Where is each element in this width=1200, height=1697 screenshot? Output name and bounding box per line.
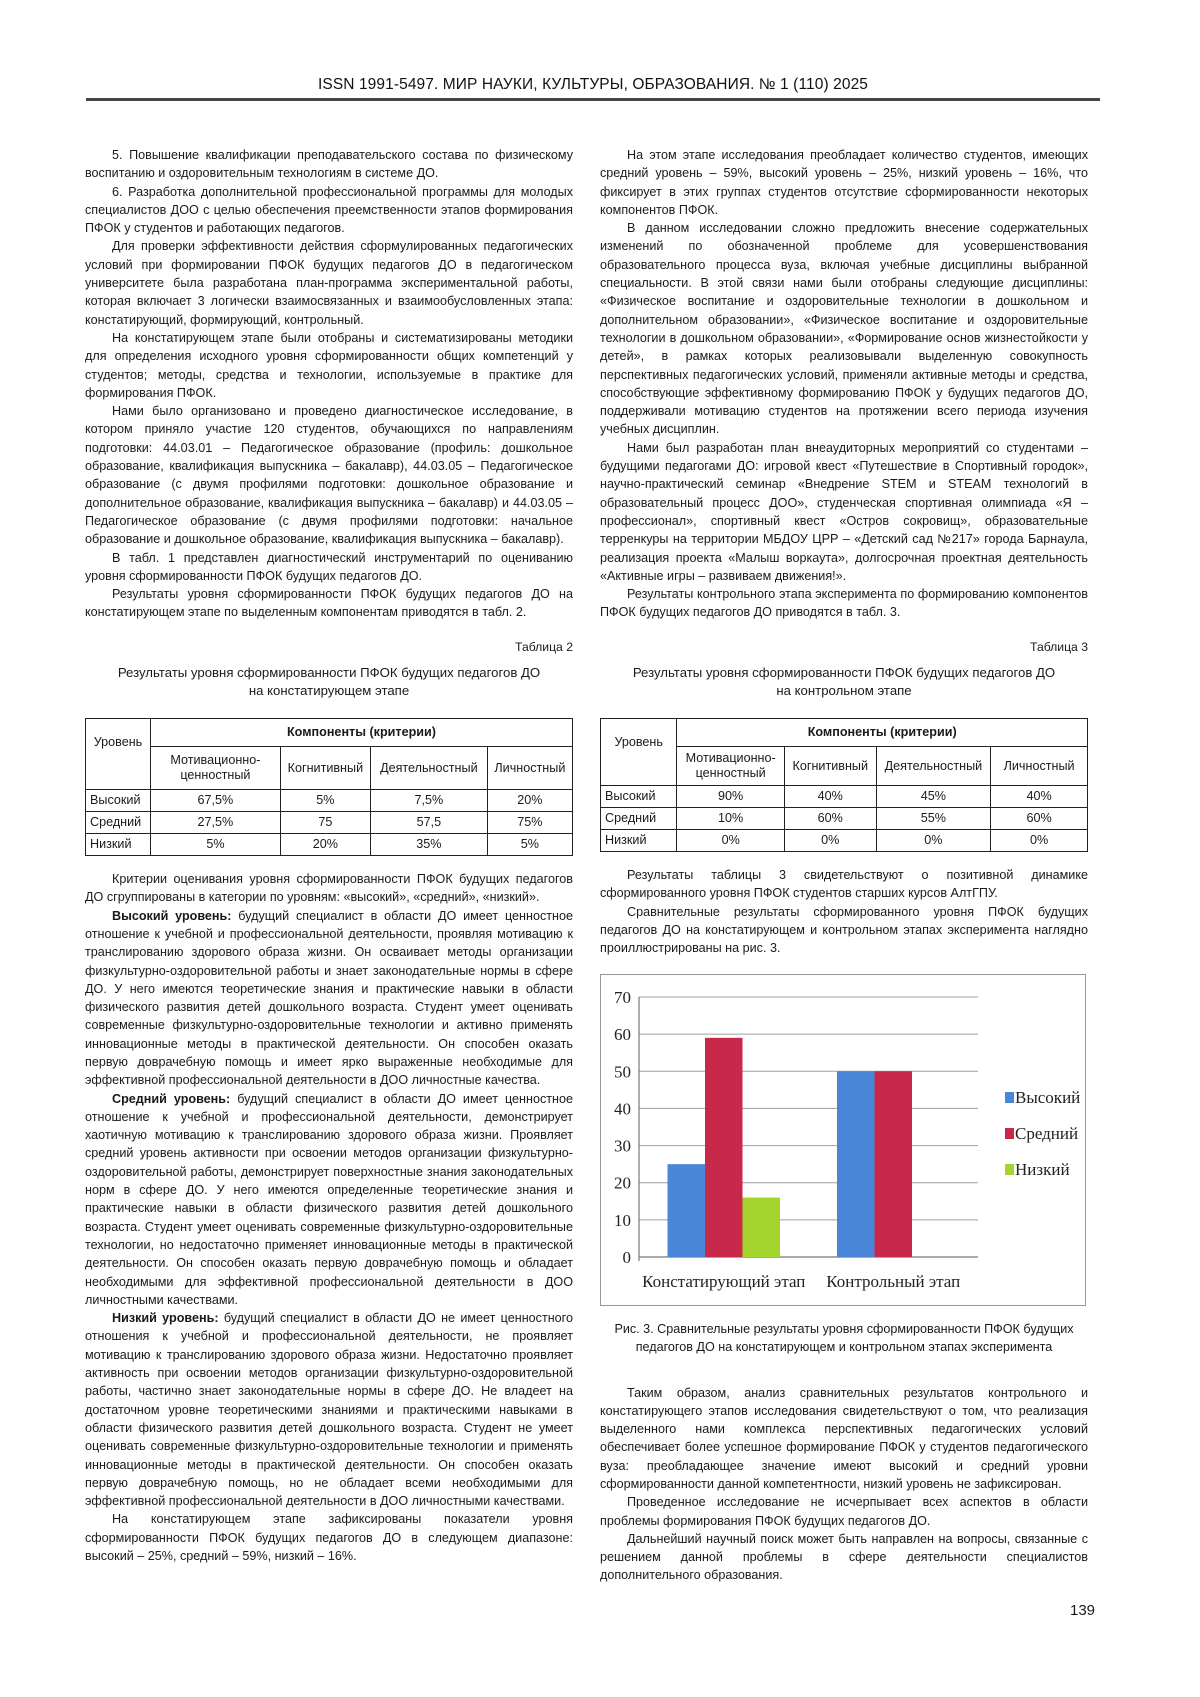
table-row <box>601 830 1088 852</box>
cell: 0% <box>876 830 991 852</box>
paragraph <box>85 1090 573 1310</box>
cell: 35% <box>370 834 487 856</box>
y-tick-label: 0 <box>622 1247 631 1267</box>
cell: 90% <box>677 786 785 808</box>
paragraph <box>85 1309 573 1510</box>
page-number: 139 <box>1070 1602 1096 1619</box>
caption-line1: Рис. 3. Сравнительные результаты уровня сформированности ПФОК будущих <box>614 1321 1074 1336</box>
cell: 55% <box>876 808 991 830</box>
cell: 40% <box>991 786 1088 808</box>
level-term: Высокий уровень: <box>112 908 232 923</box>
y-tick-label: 70 <box>614 987 631 1007</box>
cell: 0% <box>784 830 876 852</box>
paragraph: В данном исследовании сложно предложить внесение содержательных изменений по обозначенной проблеме для усовершенствования образовательного процесса вуза, включая учебные дисциплины выбранной специальности. В этой связи нами были отобраны следующие дисциплины: «Физическое воспитание и оздоровительные технологии в дошкольном и дополнительном образовании», «Физическое воспитание и оздоровительные технологии в дошкольном образовании», «Формирование основ жизнестойкости у детей», в рамках которых реализовывали выделенную совокупность перспективных педагогических условий, применяли активные методы и средства, способствующие эффективному формированию ПФОК у будущих педагогов ДО, поддерживали мотивацию студентов на протяжении всего периода изучения учебных дисциплин. <box>600 221 1088 437</box>
y-tick-label: 10 <box>614 1210 631 1230</box>
paragraph <box>85 907 573 1090</box>
cell: 60% <box>784 808 876 830</box>
paragraph: Дальнейший научный поиск может быть направлен на вопросы, связанные с решением данной проблемы в сфере деятельности специалистов дополнительного образования. <box>600 1531 1088 1583</box>
components-group-header: Компоненты (критерии) <box>677 719 1088 747</box>
cell: 27,5% <box>150 812 280 834</box>
table-row <box>86 812 573 834</box>
table-row <box>86 834 573 856</box>
level-header: Уровень <box>86 719 151 790</box>
cell: 75 <box>280 812 370 834</box>
table-2-title <box>85 664 573 700</box>
table-3-title-line1: Результаты уровня сформированности ПФОК будущих педагогов ДО <box>632 665 1056 681</box>
paragraph: Нами был разработан план внеаудиторных мероприятий со студентами – будущими педагогами ДО: игровой квест «Путешествие в Спортивный городок», научно-практический семинар «Внедрение STEM и STEAM технологий в образовательный процесс ДОО», студенческая спортивная олимпиада «Я – профессионал», спортивный квест «Остров сокровищ», образовательные терренкуры на территории МБДОУ ЦРР – «Детский сад №217» города Барнаула, реализация проекта «Малыш воркаута», долгосрочная проектная деятельность «Активные игры – развиваем движения!». <box>600 440 1088 583</box>
row-level: Высокий <box>86 790 151 812</box>
table-row <box>601 808 1088 830</box>
table-2-title-line1: Результаты уровня сформированности ПФОК будущих педагогов ДО <box>117 665 541 681</box>
paragraph: На констатирующем этапе были отобраны и систематизированы методики для определения исходного уровня сформированности общих компетенций у студентов; методы, средства и технологии, используемые в практике для формирования ПФОК. <box>85 330 573 400</box>
paragraph: Таким образом, анализ сравнительных результатов контрольного и констатирующего этапов исследования свидетельствуют о том, что реализация выделенного нами комплекса перспективных педагогических условий обеспечивает более успешное формирование ПФОК у студентов педагогического вуза: преобладающее значение имеют высокий и средний уровни сформированности данной компетентности, низкий уровень не зафиксирован. <box>600 1385 1088 1491</box>
figure-3-caption <box>600 1320 1088 1356</box>
table-subheader-row <box>86 747 573 790</box>
y-tick-label: 30 <box>614 1136 631 1156</box>
paragraph: 5. Повышение квалификации преподавательского состава по физическому воспитанию и оздоровительным технологиям в системе ДО. <box>85 148 573 181</box>
column-header: Когнитивный <box>784 747 876 786</box>
caption-line2: педагогов ДО на констатирующем и контрольном этапах эксперимента <box>635 1339 1053 1354</box>
cell: 45% <box>876 786 991 808</box>
x-category-label: Контрольный этап <box>826 1271 961 1291</box>
legend-label: Средний <box>1015 1123 1079 1143</box>
table-3-title-line2: на контрольном этапе <box>776 683 912 699</box>
paragraph: На этом этапе исследования преобладает количество студентов, имеющих средний уровень – 59%, высокий уровень – 25%, низкий уровень – 16%, что фиксирует в этих группах студентов отсутствие сформированности некоторых компонентов ПФОК. <box>600 148 1088 217</box>
cell: 0% <box>677 830 785 852</box>
paragraph: Сравнительные результаты сформированного уровня ПФОК будущих педагогов ДО на констатирующем и контрольном этапах эксперимента наглядно проиллюстрированы на рис. 3. <box>600 904 1088 956</box>
cell: 10% <box>677 808 785 830</box>
paragraph: 6. Разработка дополнительной профессиональной программы для молодых специалистов ДОО с целью обеспечения преемственности этапов формирования ПФОК у студентов и работающих педагогов. <box>85 184 573 236</box>
column-header: Деятельностный <box>876 747 991 786</box>
cell: 5% <box>150 834 280 856</box>
cell: 5% <box>487 834 572 856</box>
figure-3-chart <box>600 974 1086 1306</box>
cell: 75% <box>487 812 572 834</box>
legend-label: Низкий <box>1015 1159 1070 1179</box>
table-3 <box>600 718 1088 852</box>
table-2-label: Таблица 2 <box>515 639 573 654</box>
row-level: Высокий <box>601 786 677 808</box>
paragraph: В табл. 1 представлен диагностический инструментарий по оцениванию уровня сформированности ПФОК будущих педагогов ДО. <box>85 550 573 583</box>
table-3-title <box>600 664 1088 700</box>
level-header: Уровень <box>601 719 677 786</box>
bar-средний <box>705 1037 743 1256</box>
table-header-row <box>86 719 573 747</box>
level-description: будущий специалист в области ДО имеет ценностное отношение к учебной и профессиональной деятельности, проявляя мотивацию к транслированию здорового образа жизни. Он осваивает методы организации физкультурно-оздоровительной работы и знает законодательные нормы в сфере ДО. У него имеются теоретические знания и практические навыки в области физического развития детей дошкольного возраста. Студент умеет оценивать современные физкультурно-оздоровительные технологии и активно применять инновационные методы в практической деятельности. Он способен оказать первую доврачебную помощь и имеет ярко выраженные необходимые для эффективной профессиональной деятельности в ДОО личностные качества. <box>85 908 573 1088</box>
cell: 60% <box>991 808 1088 830</box>
left-column <box>85 146 573 1565</box>
column-header: Личностный <box>991 747 1088 786</box>
legend-swatch <box>1005 1092 1014 1103</box>
cell: 7,5% <box>370 790 487 812</box>
x-category-label: Констатирующий этап <box>642 1271 806 1291</box>
header-rule <box>86 98 1100 101</box>
paragraph: Результаты уровня сформированности ПФОК будущих педагогов ДО на констатирующем этапе по выделенным компонентам приводятся в табл. 2. <box>85 587 573 620</box>
cell: 67,5% <box>150 790 280 812</box>
legend-swatch <box>1005 1164 1014 1175</box>
y-tick-label: 60 <box>614 1024 631 1044</box>
row-level: Средний <box>601 808 677 830</box>
table-3-label: Таблица 3 <box>1030 639 1088 654</box>
table-2-title-line2: на констатирующем этапе <box>248 683 410 699</box>
bar-высокий <box>668 1164 706 1257</box>
components-group-header: Компоненты (критерии) <box>150 719 572 747</box>
level-description: будущий специалист в области ДО не имеет ценностного отношения к учебной и профессиональной деятельности, не проявляет мотивацию к транслированию здорового образа жизни. Недостаточно проявляет активность при освоении методов организации физкультурно-оздоровительной работы, частично знает законодательные нормы в сфере ДО. Не владеет на достаточном уровне теоретическими знаниями и практическими навыками в области физического развития детей дошкольного возраста. Студент не умеет оценивать современные физкультурно-оздоровительные технологии и применять инновационные методы в практической деятельности. Он способен оказать первую доврачебную помощь, но не обладает всеми необходимыми для эффективной профессиональной деятельности в ДОО личностными качествами. <box>85 1311 574 1509</box>
table-header-row <box>601 719 1088 747</box>
cell: 20% <box>280 834 370 856</box>
running-header: ISSN 1991-5497. МИР НАУКИ, КУЛЬТУРЫ, ОБРАЗОВАНИЯ. № 1 (110) 2025 <box>317 76 869 93</box>
column-header: Когнитивный <box>280 747 370 790</box>
paragraph: Нами было организовано и проведено диагностическое исследование, в котором приняло участие 120 студентов, обучающихся по направлениям подготовки: 44.03.01 – Педагогическое образование (профиль: дошкольное образование, квалификация выпускника – бакалавр), 44.03.05 – Педагогическое образование (с двумя профилями подготовки: дошкольное образование и дополнительное образование, квалификация выпускника – бакалавр) и 44.03.05 – Педагогическое образование (с двумя профилями подготовки: начальное образование и дошкольное образование, квалификация выпускника – бакалавр). <box>85 404 573 547</box>
legend-swatch <box>1005 1128 1014 1139</box>
cell: 20% <box>487 790 572 812</box>
column-header: Мотивационно-ценностный <box>677 747 785 786</box>
bar-средний <box>875 1071 913 1257</box>
cell: 40% <box>784 786 876 808</box>
column-header: Деятельностный <box>370 747 487 790</box>
cell: 57,5 <box>370 812 487 834</box>
column-header: Личностный <box>487 747 572 790</box>
level-description: будущий специалист в области ДО имеет ценностное отношение к учебной и профессиональной деятельности, демонстрирует хаотичную мотивацию к транслированию здорового образа жизни. Проявляет средний уровень активности при освоении методов организации физкультурно-оздоровительной работы, демонстрирует поверхностные знания законодательных норм в сфере ДО. У него имеются определенные теоретические знания и практические навыки в области физического развития детей дошкольного возраста. Студент умеет оценивать современные физкультурно-оздоровительные технологии, но недостаточно применяет инновационные методы в практической деятельности. Он способен оказать первую доврачебную помощь и обладает необходимыми для эффективной профессиональной деятельности в ДОО личностными качествами. <box>85 1091 573 1307</box>
level-term: Низкий уровень: <box>112 1311 219 1326</box>
table-row <box>601 786 1088 808</box>
cell: 0% <box>991 830 1088 852</box>
right-column <box>600 146 1088 1585</box>
bar-низкий <box>743 1197 781 1256</box>
level-term: Средний уровень: <box>112 1091 231 1106</box>
paragraph: Результаты контрольного этапа эксперимента по формированию компонентов ПФОК будущих педагогов ДО приводятся в табл. 3. <box>600 587 1088 620</box>
table-2 <box>85 718 573 856</box>
cell: 5% <box>280 790 370 812</box>
y-tick-label: 40 <box>614 1098 631 1118</box>
y-tick-label: 50 <box>614 1061 631 1081</box>
table-row <box>86 790 573 812</box>
row-level: Средний <box>86 812 151 834</box>
bar-высокий <box>837 1071 875 1257</box>
paragraph: Проведенное исследование не исчерпывает всех аспектов в области проблемы формирования ПФОК будущих педагогов ДО. <box>600 1495 1088 1528</box>
column-header: Мотивационно-ценностный <box>150 747 280 790</box>
row-level: Низкий <box>601 830 677 852</box>
y-tick-label: 20 <box>614 1173 631 1193</box>
legend-label: Высокий <box>1015 1087 1081 1107</box>
paragraph: Для проверки эффективности действия сформулированных педагогических условий при формировании ПФОК будущих педагогов ДО в педагогическом университете была разработана план-программа экспериментальной работы, которая включает 3 логически взаимосвязанных и взаимообусловленных этапа: констатирующий, формирующий, контрольный. <box>85 239 573 327</box>
paragraph: Критерии оценивания уровня сформированности ПФОК будущих педагогов ДО сгруппированы в категории по уровням: «высокий», «средний», «низкий». <box>85 872 573 905</box>
paragraph: Результаты таблицы 3 свидетельствуют о позитивной динамике сформированного уровня ПФОК студентов старших курсов АлтГПУ. <box>600 868 1088 901</box>
row-level: Низкий <box>86 834 151 856</box>
paragraph: На констатирующем этапе зафиксированы показатели уровня сформированности ПФОК будущих педагогов ДО в следующем диапазоне: высокий – 25%, средний – 59%, низкий – 16%. <box>85 1512 573 1563</box>
bar-chart <box>601 975 1085 1305</box>
